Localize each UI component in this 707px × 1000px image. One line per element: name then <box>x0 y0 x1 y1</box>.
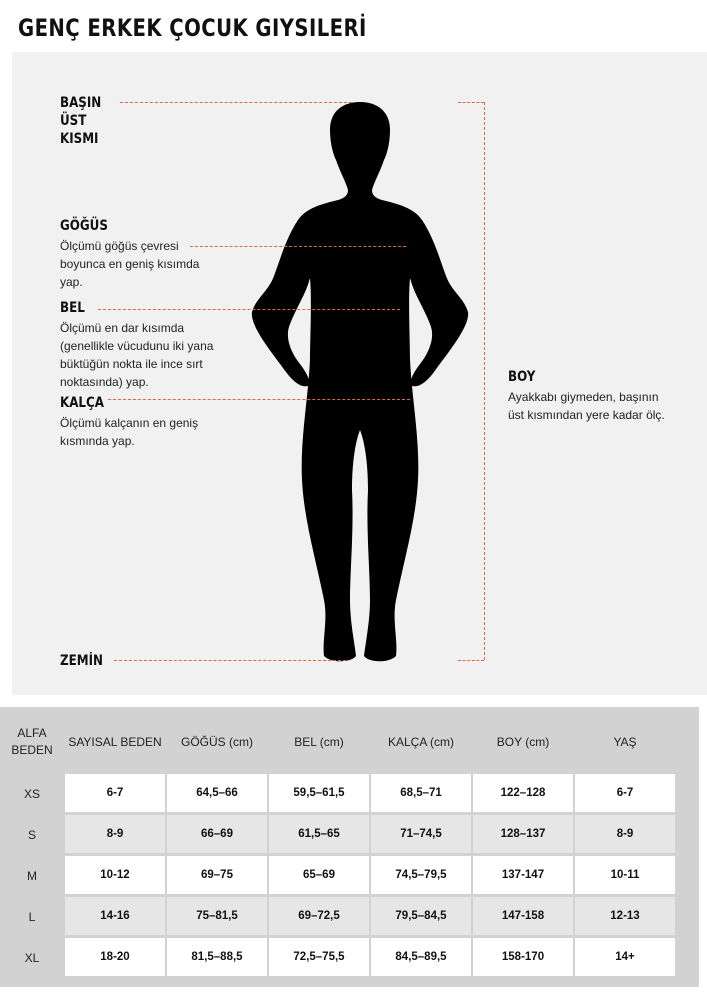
header-waist: BEL (cm) <box>294 735 344 749</box>
header-chest: GÖĞÜS (cm) <box>181 735 253 749</box>
table-cell: 72,5–75,5 <box>269 938 369 976</box>
table-cell: 59,5–61,5 <box>269 774 369 812</box>
table-cell: 6-7 <box>65 774 165 812</box>
table-cell: 122–128 <box>473 774 573 812</box>
floor-line <box>114 660 346 661</box>
chest-label: GÖĞÜS <box>60 218 108 234</box>
height-label: BOY <box>508 369 536 385</box>
table-cell: 10-12 <box>65 856 165 894</box>
table-cell: 68,5–71 <box>371 774 471 812</box>
waist-line <box>98 309 400 310</box>
head-top-label: BAŞIN ÜST KISMI <box>60 95 102 147</box>
floor-label: ZEMİN <box>60 653 103 669</box>
table-cell: 64,5–66 <box>167 774 267 812</box>
table-cell: 12-13 <box>575 897 675 935</box>
header-alpha-size: ALFA BEDEN <box>11 726 53 757</box>
table-cell: 61,5–65 <box>269 815 369 853</box>
table-cell: 14+ <box>575 938 675 976</box>
table-cell: 18-20 <box>65 938 165 976</box>
row-size-label: L <box>28 910 36 924</box>
hip-description: Ölçümü kalçanın en geniş kısmında yap. <box>60 416 199 448</box>
page-title: GENÇ ERKEK ÇOCUK GIYSILERİ <box>18 14 367 42</box>
header-hip: KALÇA (cm) <box>387 735 454 749</box>
table-cell: 65–69 <box>269 856 369 894</box>
table-cell: 66–69 <box>167 815 267 853</box>
table-cell: 69–75 <box>167 856 267 894</box>
table-cell: 128–137 <box>473 815 573 853</box>
row-size-label: XS <box>23 787 40 801</box>
hip-line <box>108 399 410 400</box>
table-cell: 84,5–89,5 <box>371 938 471 976</box>
header-numeric-size: SAYISAL BEDEN <box>68 735 162 749</box>
table-cell: 137-147 <box>473 856 573 894</box>
height-bracket-bottom <box>458 660 484 661</box>
row-size-label: M <box>27 869 37 883</box>
row-size-label: XL <box>24 951 40 965</box>
table-cell: 71–74,5 <box>371 815 471 853</box>
hip-label: KALÇA <box>60 395 104 411</box>
height-description: Ayakkabı giymeden, başının üst kısmından yere kadar ölç. <box>508 390 665 422</box>
header-height: BOY (cm) <box>496 735 550 749</box>
table-cell: 69–72,5 <box>269 897 369 935</box>
table-cell: 10-11 <box>575 856 675 894</box>
table-cell: 147-158 <box>473 897 573 935</box>
row-size-label: S <box>27 828 36 842</box>
table-cell: 75–81,5 <box>167 897 267 935</box>
table-cell: 6-7 <box>575 774 675 812</box>
body-silhouette-icon <box>240 100 480 665</box>
chest-line <box>190 246 406 247</box>
height-bracket-top <box>458 102 484 103</box>
size-table <box>0 707 699 987</box>
waist-label: BEL <box>60 300 85 316</box>
table-cell: 14-16 <box>65 897 165 935</box>
table-cell: 8-9 <box>65 815 165 853</box>
table-cell: 79,5–84,5 <box>371 897 471 935</box>
head-top-line <box>120 102 352 103</box>
table-cell: 74,5–79,5 <box>371 856 471 894</box>
table-cell: 8-9 <box>575 815 675 853</box>
header-age: YAŞ <box>613 735 637 749</box>
table-cell: 158-170 <box>473 938 573 976</box>
height-bracket-line <box>484 102 485 660</box>
chest-description: Ölçümü göğüs çevresi boyunca en geniş kısımda yap. <box>60 239 200 289</box>
waist-description: Ölçümü en dar kısımda (genellikle vücudunu iki yana büktüğün nokta ile ince sırt noktasında) yap. <box>60 321 214 389</box>
table-cell: 81,5–88,5 <box>167 938 267 976</box>
